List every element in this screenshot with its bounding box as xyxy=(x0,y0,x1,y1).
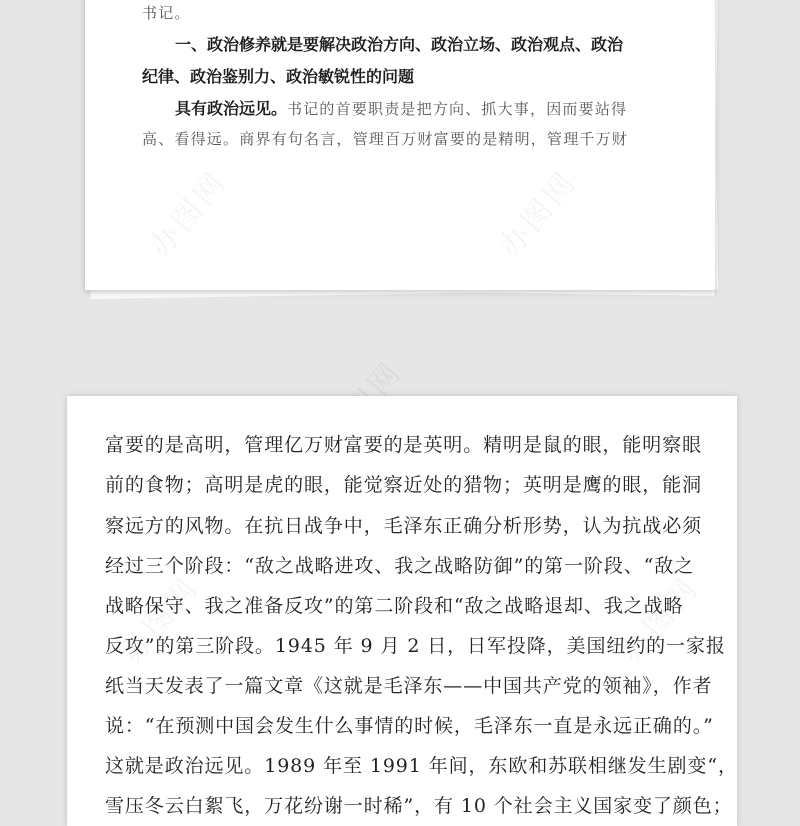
body-line: 经过三个阶段：“敌之战略进攻、我之战略防御”的第一阶段、“敌之 xyxy=(105,555,695,577)
page1-line-0: 书记。 xyxy=(142,4,191,22)
document-page-2 xyxy=(67,396,737,826)
body-line: 说：“在预测中国会发生什么事情的时候，毛泽东一直是永远正确的。” xyxy=(105,715,714,737)
body-line: 纸当天发表了一篇文章《这就是毛泽东——中国共产党的领袖》，作者 xyxy=(105,675,713,697)
body-line: 战略保守、我之准备反攻”的第二阶段和“敌之战略退却、我之战略 xyxy=(105,595,684,617)
body-line: 这就是政治远见。1989 年至 1991 年间，东欧和苏联相继发生剧变“， xyxy=(105,755,738,777)
body-line: 察远方的风物。在抗日战争中，毛泽东正确分析形势，认为抗战必须 xyxy=(105,515,703,537)
paragraph-line-1 xyxy=(175,96,627,119)
body-line: 反攻”的第三阶段。1945 年 9 月 2 日，日军投降，美国纽约的一家报 xyxy=(105,635,726,657)
body-line: 雪压冬云白絮飞，万花纷谢一时稀”，有 10 个社会主义国家变了颜色； xyxy=(105,795,733,817)
document-page-1 xyxy=(85,0,715,290)
paragraph-lead-rest: 书记的首要职责是把方向、抓大事，因而要站得 xyxy=(287,100,628,118)
watermark xyxy=(136,159,235,265)
watermark xyxy=(486,159,585,265)
paragraph-bold-lead: 具有政治远见。 xyxy=(175,99,288,118)
body-line: 前的食物；高明是虎的眼，能觉察近处的猎物；英明是鹰的眼，能洞 xyxy=(105,474,703,496)
body-line: 富要的是高明，管理亿万财富要的是英明。精明是鼠的眼，能明察眼 xyxy=(105,434,703,456)
section-heading-line-2: 纪律、政治鉴别力、政治敏锐性的问题 xyxy=(142,67,415,86)
paragraph-line-2: 高、看得远。商界有句名言，管理百万财富要的是精明，管理千万财 xyxy=(142,130,629,148)
section-heading-line-1: 一、政治修养就是要解决政治方向、政治立场、政治观点、政治 xyxy=(175,35,624,54)
